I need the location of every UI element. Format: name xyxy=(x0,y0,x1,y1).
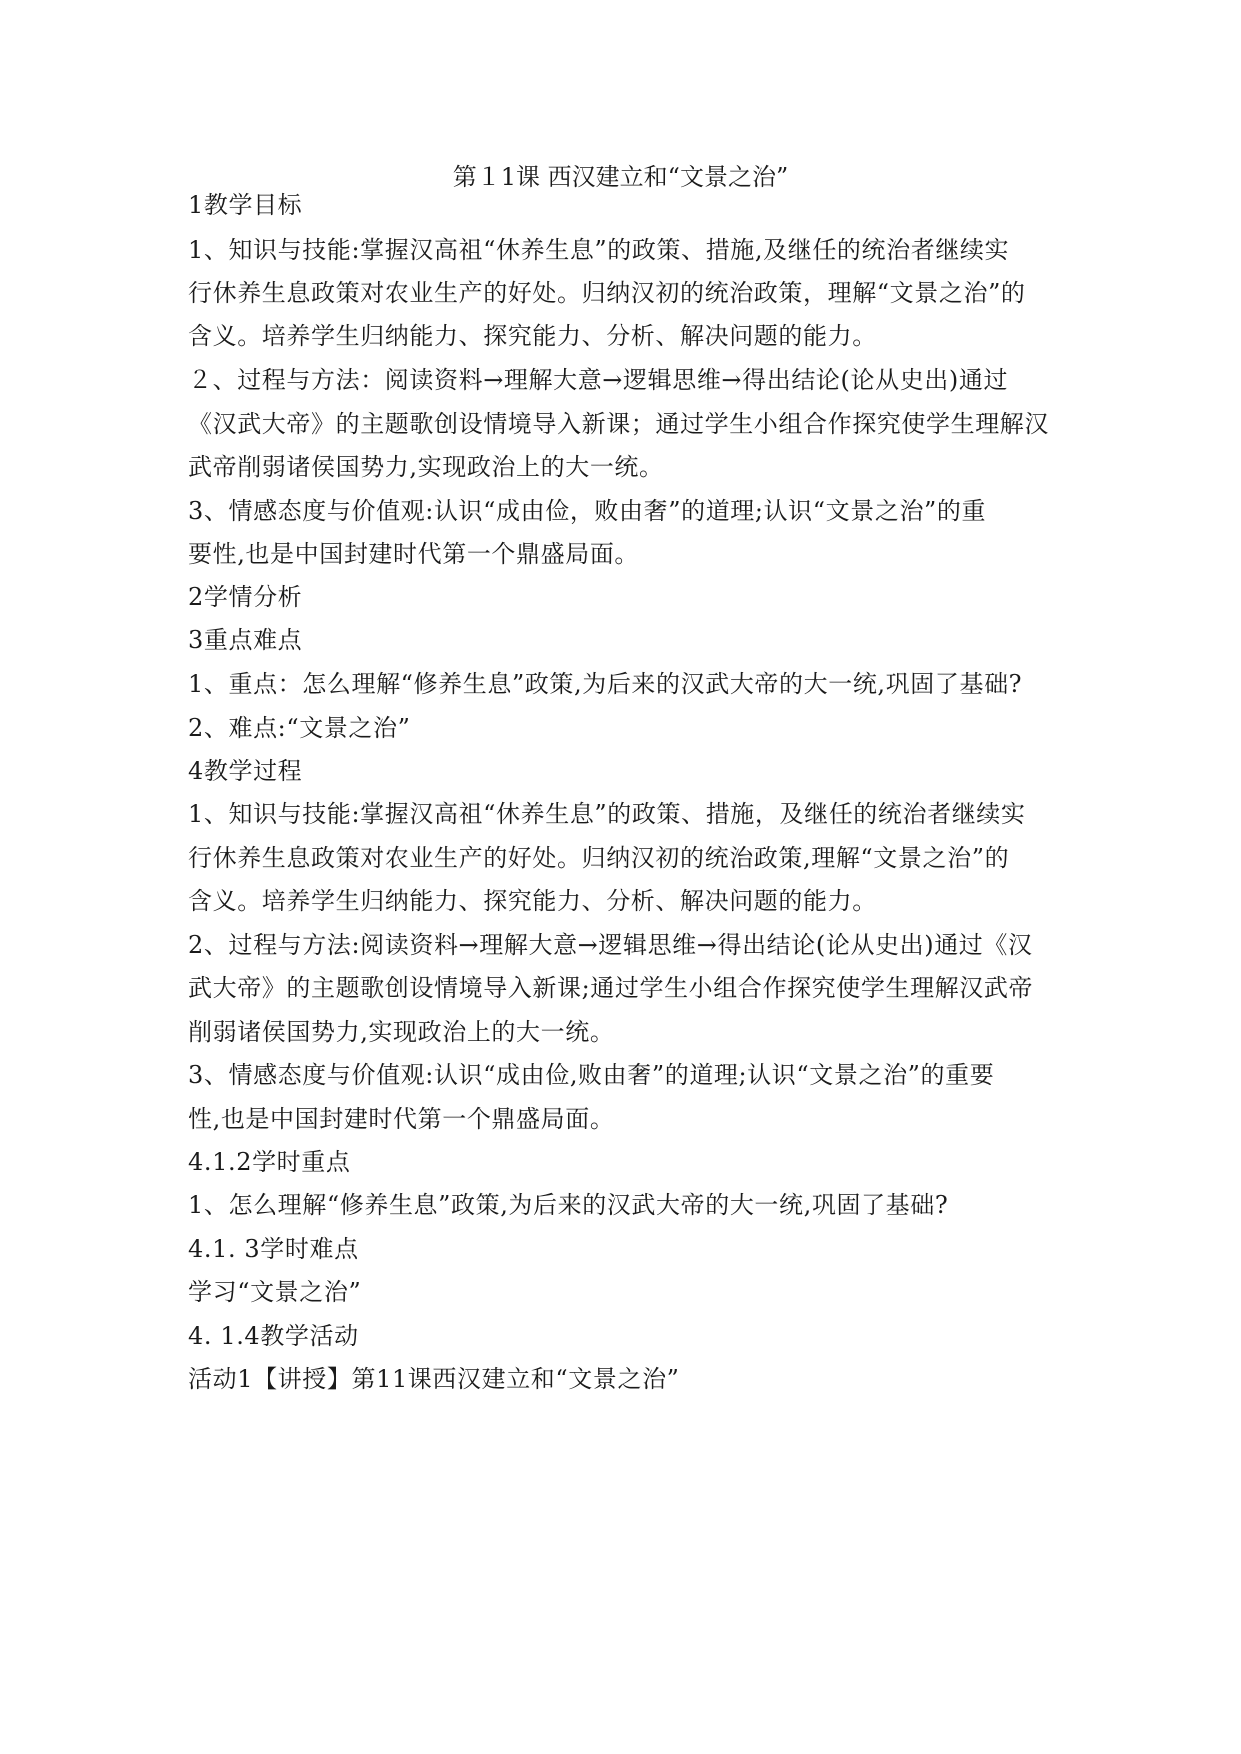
heading-period-difficulty: 4.1. 3学时难点 xyxy=(188,1235,359,1263)
paragraph-line: 削弱诸侯国势力,实现政治上的大一统。 xyxy=(188,1018,615,1046)
page-title: 第１1课 西汉建立和“文景之治” xyxy=(452,163,789,191)
heading-key-points: 3重点难点 xyxy=(188,626,303,654)
paragraph-line: 3、情感态度与价值观:认识“成由俭,败由奢”的道理;认识“文景之治”的重要 xyxy=(188,1061,995,1089)
paragraph-line: 武帝削弱诸侯国势力,实现政治上的大一统。 xyxy=(188,453,664,481)
paragraph-line: 性,也是中国封建时代第一个鼎盛局面。 xyxy=(188,1105,615,1133)
paragraph-line: 《汉武大帝》的主题歌创设情境导入新课；通过学生小组合作探究使学生理解汉 xyxy=(188,410,1049,438)
paragraph-line: 含义。培养学生归纳能力、探究能力、分析、解决问题的能力。 xyxy=(188,887,877,915)
paragraph-line: ２、过程与方法：阅读资料→理解大意→逻辑思维→得出结论(论从史出)通过 xyxy=(188,366,1009,394)
activity-line: 活动1【讲授】第11课西汉建立和“文景之治” xyxy=(188,1365,680,1393)
heading-period-key-point: 4.1.2学时重点 xyxy=(188,1148,351,1176)
paragraph-line: 1、知识与技能:掌握汉高祖“休养生息”的政策、措施,及继任的统治者继续实 xyxy=(188,236,1010,264)
paragraph-line: 行休养生息政策对农业生产的好处。归纳汉初的统治政策，理解“文景之治”的 xyxy=(188,279,1026,307)
heading-teaching-goals: 1教学目标 xyxy=(188,191,303,219)
heading-teaching-activities: 4. 1.4教学活动 xyxy=(188,1322,359,1350)
paragraph-line: 要性,也是中国封建时代第一个鼎盛局面。 xyxy=(188,540,640,568)
paragraph-line: 学习“文景之治” xyxy=(188,1278,362,1306)
paragraph-line: 武大帝》的主题歌创设情境导入新课;通过学生小组合作探究使学生理解汉武帝 xyxy=(188,974,1034,1002)
paragraph-line: 1、知识与技能:掌握汉高祖“休养生息”的政策、措施，及继任的统治者继续实 xyxy=(188,800,1026,828)
paragraph-line: 含义。培养学生归纳能力、探究能力、分析、解决问题的能力。 xyxy=(188,322,877,350)
paragraph-line: 1、重点：怎么理解“修养生息”政策,为后来的汉武大帝的大一统,巩固了基础? xyxy=(188,670,1023,698)
paragraph-line: 3、情感态度与价值观:认识“成由俭，败由奢”的道理;认识“文景之治”的重 xyxy=(188,497,987,525)
paragraph-line: 1、怎么理解“修养生息”政策,为后来的汉武大帝的大一统,巩固了基础? xyxy=(188,1191,949,1219)
heading-teaching-process: 4教学过程 xyxy=(188,757,303,785)
paragraph-line: 行休养生息政策对农业生产的好处。归纳汉初的统治政策,理解“文景之治”的 xyxy=(188,844,1010,872)
paragraph-line: 2、过程与方法:阅读资料→理解大意→逻辑思维→得出结论(论从史出)通过《汉 xyxy=(188,931,1033,959)
heading-learning-analysis: 2学情分析 xyxy=(188,583,303,611)
paragraph-line: 2、难点:“文景之治” xyxy=(188,714,411,742)
